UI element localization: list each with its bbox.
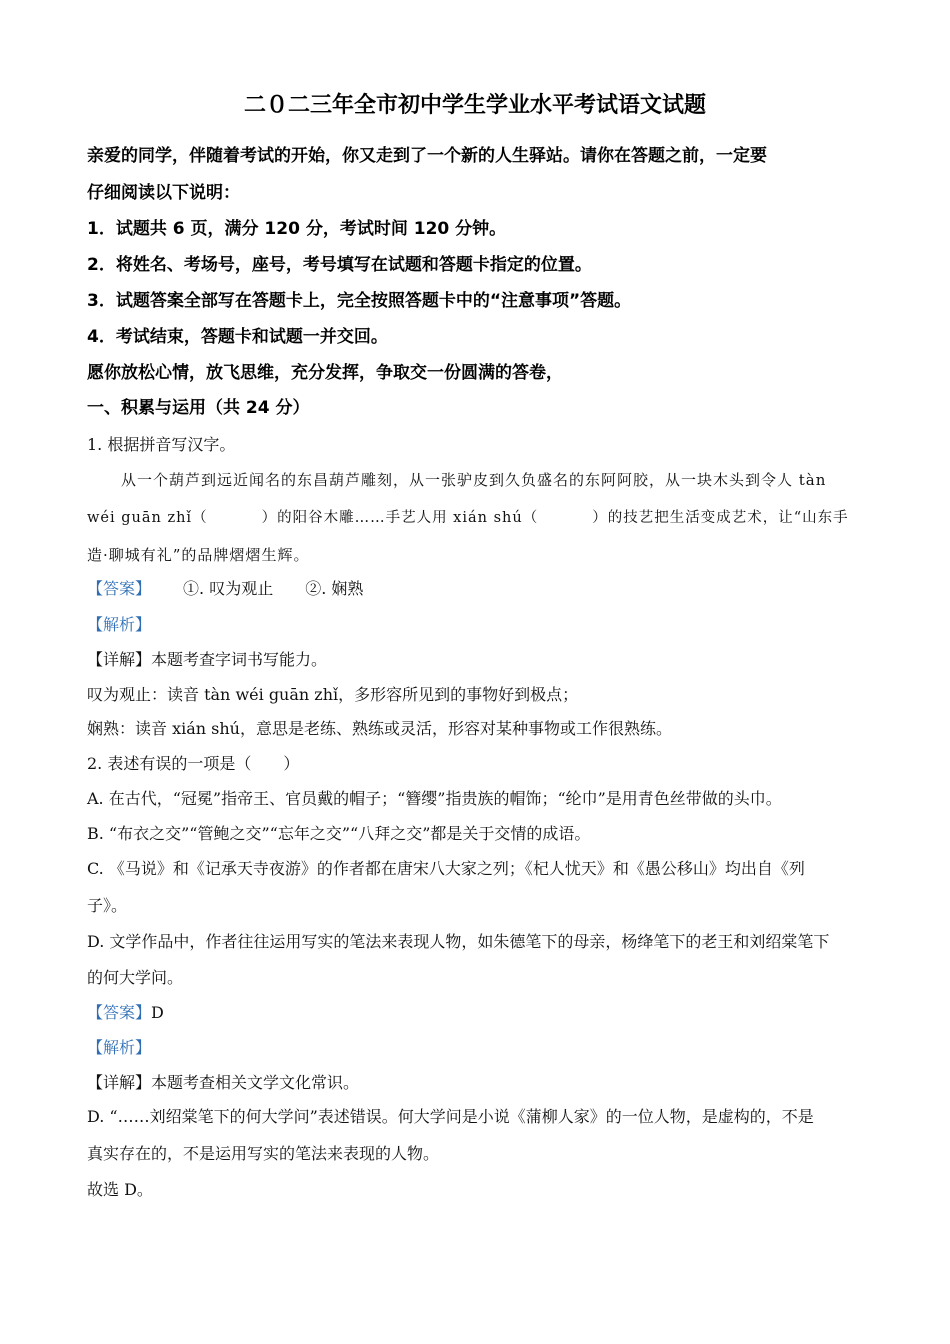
section-heading: 一、积累与运用（共 24 分） xyxy=(87,398,310,418)
intro-wish: 愿你放松心情，放飞思维，充分发挥，争取交一份圆满的答卷， xyxy=(87,363,563,383)
rule-2: 2．将姓名、考场号，座号，考号填写在试题和答题卡指定的位置。 xyxy=(87,255,592,275)
rule-3: 3．试题答案全部写在答题卡上，完全按照答题卡中的“注意事项”答题。 xyxy=(87,291,632,311)
q2-analysis-tag: 【解析】 xyxy=(87,1038,152,1057)
q2-final: 故选 D。 xyxy=(87,1180,153,1199)
q1-detail-line-1: 叹为观止：读音 tàn wéi guān zhǐ，多形容所见到的事物好到极点； xyxy=(87,685,579,704)
q2-stem: 2. 表述有误的一项是（ ） xyxy=(87,754,300,773)
q1-answer: 【答案】 ①. 叹为观止 ②. 娴熟 xyxy=(87,579,364,598)
q1-detail: 【详解】本题考查字词书写能力。 xyxy=(87,650,328,669)
q2-explanation-line-2: 真实存在的，不是运用写实的笔法来表现的人物。 xyxy=(87,1144,440,1163)
q2-option-d-line-1: D. 文学作品中，作者往往运用写实的笔法来表现人物，如朱德笔下的母亲，杨绛笔下的老王和刘绍棠笔下 xyxy=(87,932,830,951)
intro-line-1: 亲爱的同学，伴随着考试的开始，你又走到了一个新的人生驿站。请你在答题之前，一定要 xyxy=(87,146,767,166)
q2-explanation-line-1: D. “……刘绍棠笔下的何大学问”表述错误。何大学问是小说《蒲柳人家》的一位人物，是虚构的，不是 xyxy=(87,1107,814,1126)
q2-option-a: A. 在古代，“冠冕”指帝王、官员戴的帽子；“簪缨”指贵族的帽饰；“纶巾”是用青色丝带做的头巾。 xyxy=(87,789,782,808)
q1-passage-line-3: 造·聊城有礼”的品牌熠熠生辉。 xyxy=(87,546,310,564)
page-title: 二０二三年全市初中学生学业水平考试语文试题 xyxy=(243,93,706,118)
answer-tag: 【答案】 xyxy=(87,579,152,598)
q2-option-b: B. “布衣之交”“管鲍之交”“忘年之交”“八拜之交”都是关于交情的成语。 xyxy=(87,824,591,843)
q1-passage-line-1: 从一个葫芦到远近闻名的东昌葫芦雕刻，从一张驴皮到久负盛名的东阿阿胶，从一块木头到令人 tàn xyxy=(121,471,827,489)
q1-passage-line-2: wéi guān zhǐ（ ）的阳谷木雕……手艺人用 xián shú（ ）的技艺把生活变成艺术，让“山东手 xyxy=(87,510,849,526)
q2-answer: 【答案】D xyxy=(87,1003,164,1022)
q1-stem: 1. 根据拼音写汉字。 xyxy=(87,435,236,454)
q2-option-d-line-2: 的何大学问。 xyxy=(87,968,184,987)
q1-detail-line-2: 娴熟：读音 xián shú，意思是老练、熟练或灵活，形容对某种事物或工作很熟练。 xyxy=(87,719,672,738)
q2-option-c-line-2: 子》。 xyxy=(87,896,128,915)
q1-analysis-tag: 【解析】 xyxy=(87,615,152,634)
intro-line-2: 仔细阅读以下说明： xyxy=(87,183,240,203)
q2-detail: 【详解】本题考查相关文学文化常识。 xyxy=(87,1073,360,1092)
rule-4: 4．考试结束，答题卡和试题一并交回。 xyxy=(87,327,388,347)
answer-tag: 【答案】 xyxy=(87,1003,152,1022)
q2-option-c-line-1: C. 《马说》和《记承天寺夜游》的作者都在唐宋八大家之列；《杞人忧天》和《愚公移山》均出自《列 xyxy=(87,859,805,878)
rule-1: 1．试题共 6 页，满分 120 分，考试时间 120 分钟。 xyxy=(87,219,507,239)
